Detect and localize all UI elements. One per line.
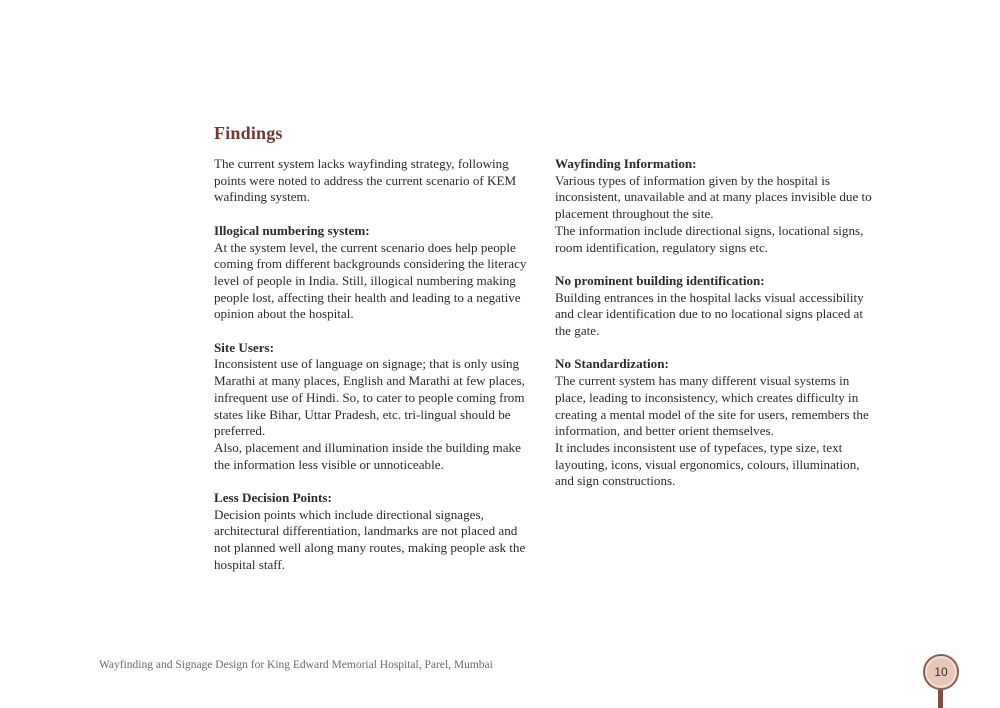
illogical-numbering-section [214, 223, 532, 323]
page-number-badge [923, 654, 959, 690]
less-decision-points-text: Decision points which include directional signages, architectural differentiation, landmarks are not placed and not planned well along many routes, making people ask the hospital staff. [214, 506, 526, 572]
wayfinding-information-section [555, 156, 873, 256]
wayfinding-information-text: Various types of information given by the hospital is inconsistent, unavailable and at many places invisible due to placement throughout the site. [555, 172, 872, 222]
page-badge-stem [938, 690, 943, 708]
left-column [214, 156, 532, 590]
illogical-numbering-heading: Illogical numbering system: [214, 222, 370, 238]
less-decision-points-section [214, 490, 532, 574]
right-column [555, 156, 873, 507]
building-identification-section [555, 273, 873, 340]
standardization-section [555, 356, 873, 490]
wayfinding-information-text-2: The information include directional signs, locational signs, room identification, regulatory signs etc. [555, 222, 864, 255]
page-number: 10 [934, 665, 948, 679]
standardization-heading: No Standardization: [555, 356, 669, 372]
less-decision-points-heading: Less Decision Points: [214, 490, 332, 506]
standardization-text: The current system has many different visual systems in place, leading to inconsistency, which creates difficulty in creating a mental model of the site for users, remembers the information, and better orient themselves. [555, 373, 869, 439]
site-users-heading: Site Users: [214, 339, 274, 355]
site-users-text: Inconsistent use of language on signage; that is only using Marathi at many places, English and Marathi at few places, infrequent use of Hindi. So, to cater to people coming from states like Bihar, Uttar Pradesh, etc. tri-lingual should be preferred. [214, 356, 525, 439]
building-identification-heading: No prominent building identification: [555, 272, 765, 288]
intro-text: The current system lacks wayfinding strategy, following points were noted to address the current scenario of KEM wafinding system. [214, 156, 517, 205]
footer-document-title: Wayfinding and Signage Design for King Edward Memorial Hospital, Parel, Mumbai [99, 659, 493, 671]
site-users-section [214, 340, 532, 474]
illogical-numbering-text: At the system level, the current scenario does help people coming from different backgrounds considering the literacy level of people in India. Still, illogical numbering making people lost, affecting their health and leading to a negative opinion about the hospital. [214, 239, 527, 322]
page-title: Findings [214, 123, 283, 143]
intro-section [214, 156, 532, 206]
wayfinding-information-heading: Wayfinding Information: [555, 156, 697, 171]
standardization-text-2: It includes inconsistent use of typefaces, type size, text layouting, icons, visual ergonomics, colours, illumination, and sign constructions. [555, 439, 860, 489]
building-identification-text: Building entrances in the hospital lacks visual accessibility and clear identification due to no locational signs placed at the gate. [555, 289, 864, 339]
site-users-text-2: Also, placement and illumination inside the building make the information less visible or unnoticeable. [214, 439, 521, 472]
